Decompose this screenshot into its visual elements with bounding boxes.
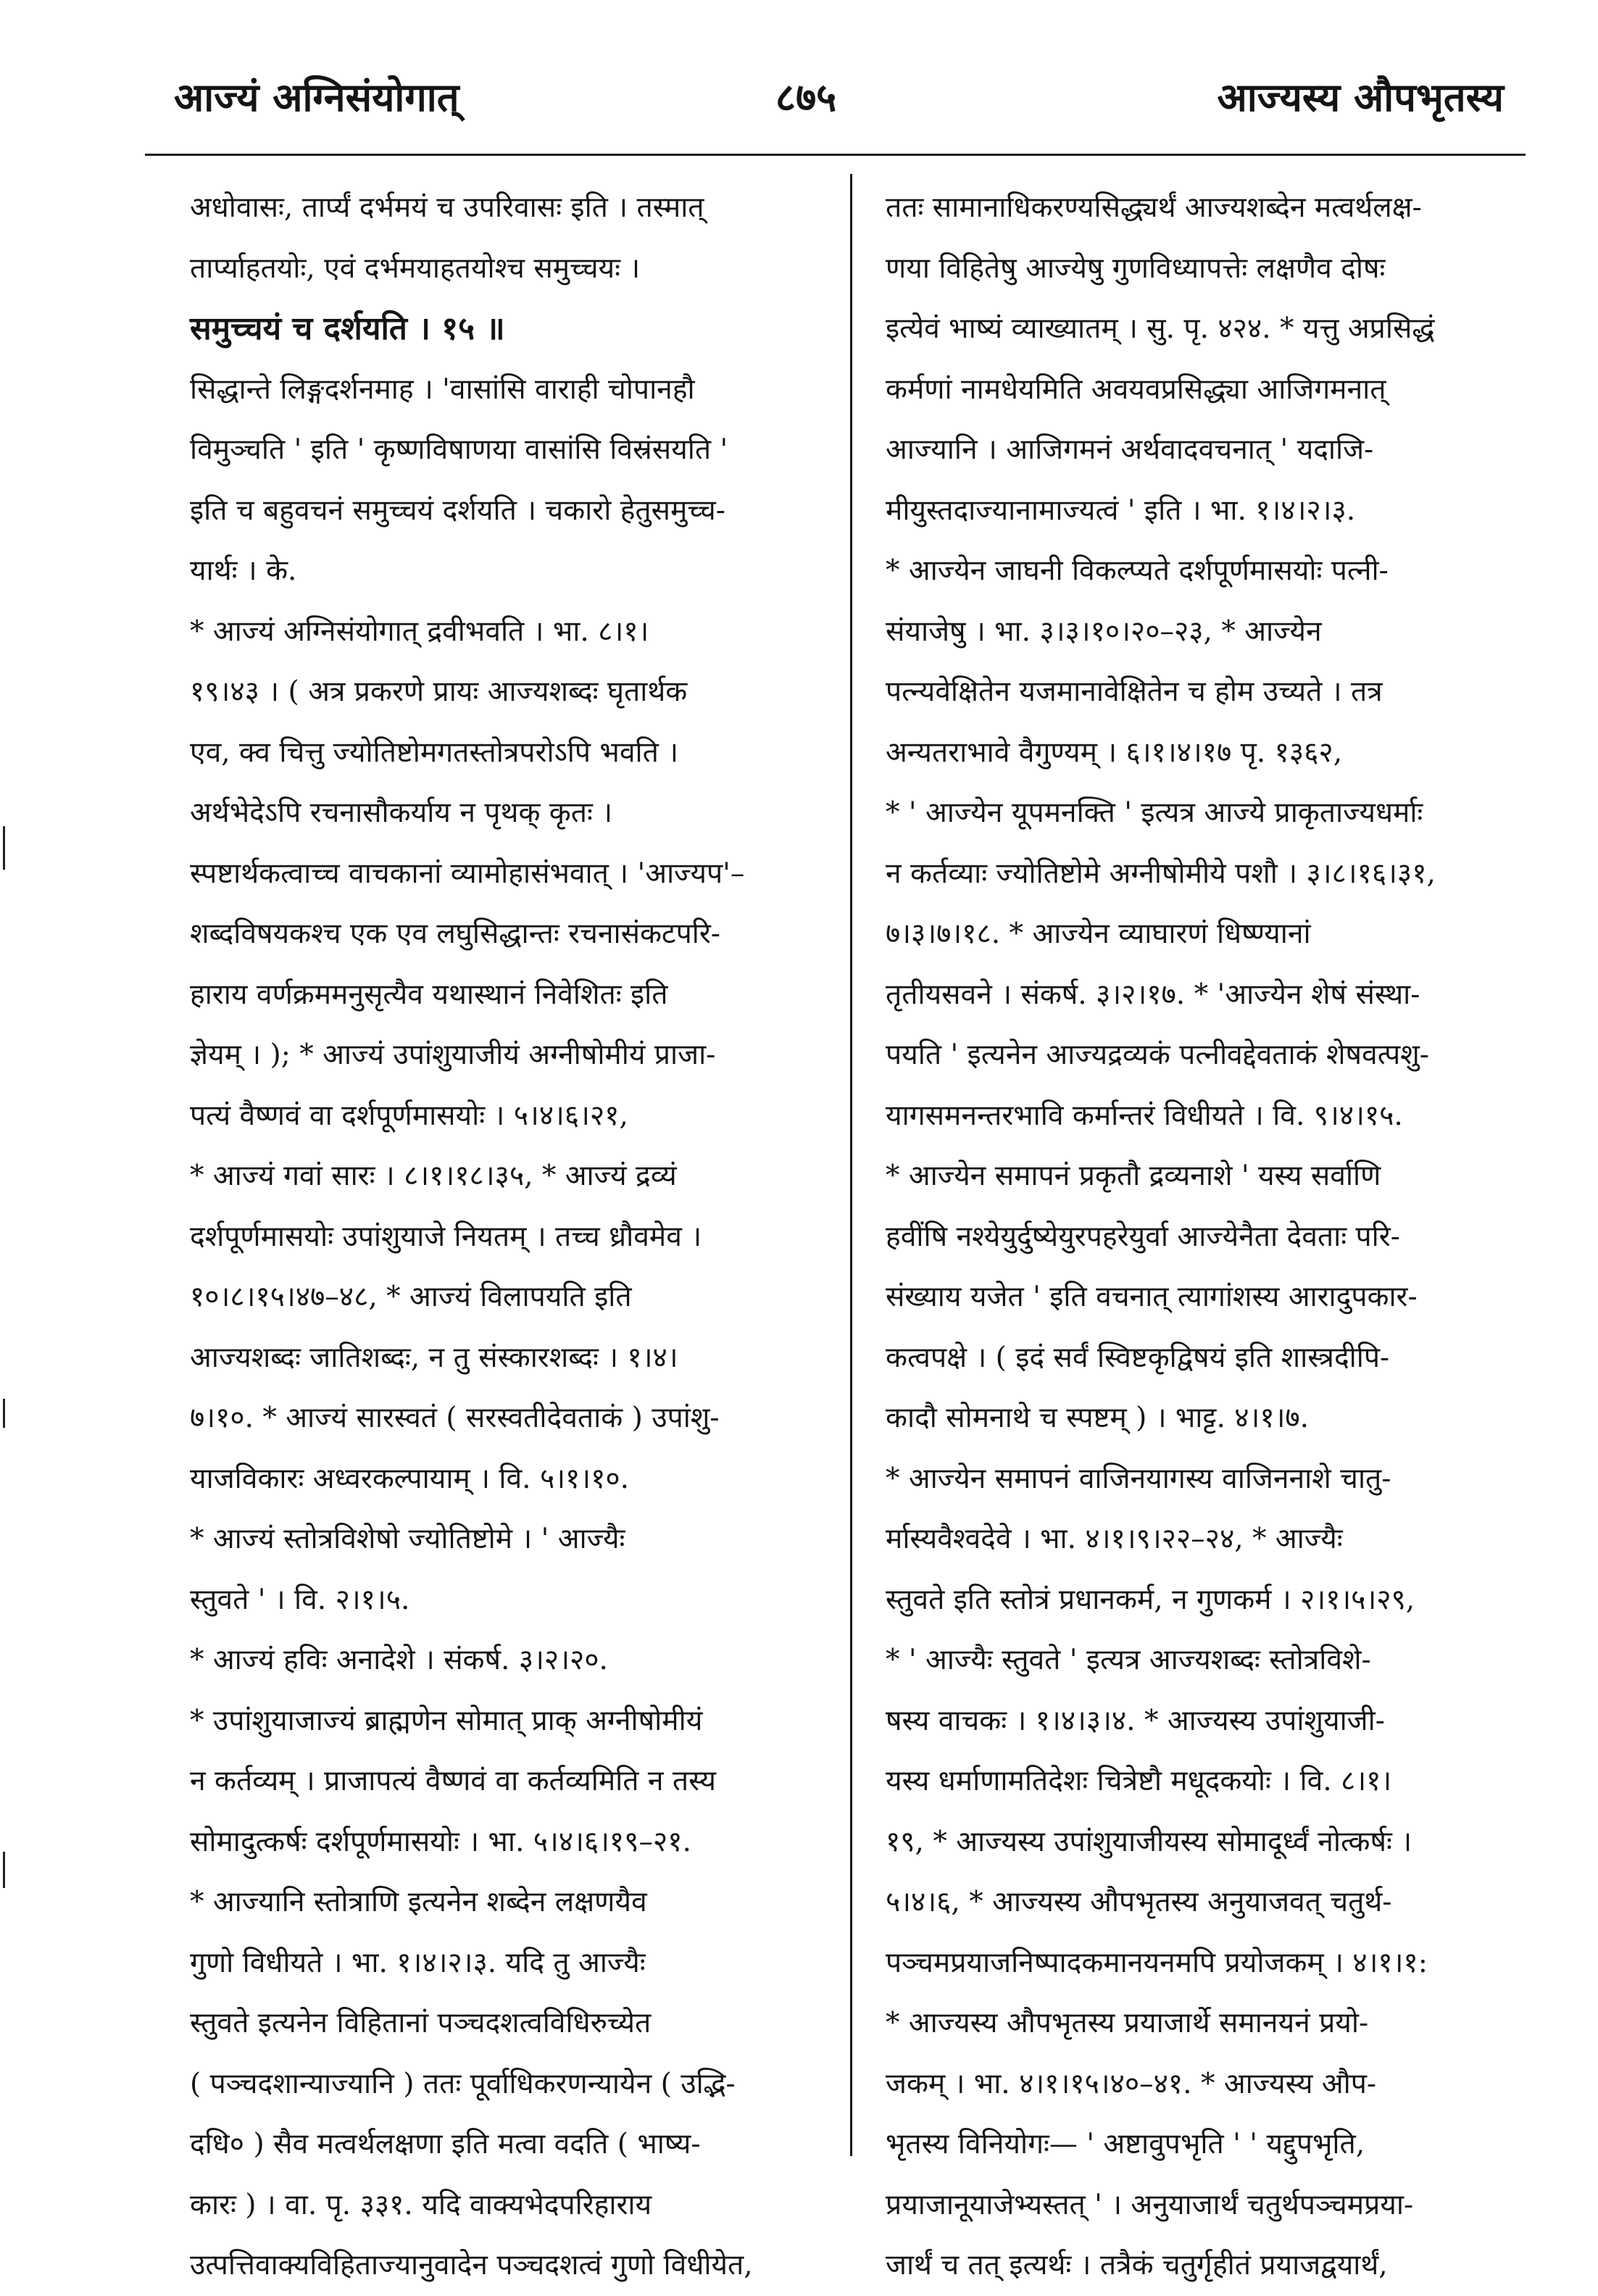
text-line: समुच्चयं च दर्शयति । १५ ॥ [190,310,505,347]
text-line: तार्प्याहतयोः, एवं दर्भमयाहतयोश्च समुच्चयः । [190,251,641,285]
text-line: पयति ' इत्यनेन आज्यद्रव्यकं पत्नीवद्देवताकं शेषवत्पशु- [886,1039,1429,1071]
text-line: स्तुवते ' । वि. २।१।५. [190,1583,410,1616]
text-line: सिद्धान्ते लिङ्गदर्शनमाह । 'वासांसि वाराही चोपानहौ [190,373,695,406]
text-line: * आज्यं अग्निसंयोगात् द्रवीभवति । भा. ८।१। [190,615,649,648]
text-line: * आज्यं गवां सारः । ८।१।१८।३५, * आज्यं द्रव्यं [190,1160,677,1192]
text-line: * आज्येन समापनं वाजिनयागस्य वाजिननाशे चातु- [886,1462,1391,1495]
text-line: णया विहितेषु आज्येषु गुणविध्यापत्तेः लक्षणैव दोषः [886,251,1386,285]
text-line: कादौ सोमनाथे च स्पष्टम् ) । भाट्ट. ४।१।७. [886,1402,1310,1434]
column-divider [850,174,852,2156]
text-line: कारः ) । वा. पृ. ३३१. यदि वाक्यभेदपरिहाराय [190,2188,652,2221]
text-line: इत्येवं भाष्यं व्याख्यातम् । सु. पृ. ४२४. * यत्तु अप्रसिद्धं [886,312,1435,345]
text-line: षस्य वाचकः । १।४।३।४. * आज्यस्य उपांशुयाजी- [886,1704,1385,1737]
text-line: इति च बहुवचनं समुच्चयं दर्शयति । चकारो हेतुसमुच्च- [190,494,725,527]
text-line: १९, * आज्यस्य उपांशुयाजीयस्य सोमादूर्ध्वं नोत्कर्षः । [886,1825,1412,1858]
text-line: विमुञ्चति ' इति ' कृष्णविषाणया वासांसि विस्रंसयति ' [190,433,728,466]
text-line: स्पष्टार्थकत्वाच्च वाचकानां व्यामोहासंभवात् । 'आज्यप'– [190,857,745,890]
text-line: स्तुवते इति स्तोत्रं प्रधानकर्म, न गुणकर्म । २।१।५।२९, [886,1583,1415,1616]
text-line: ७।३।७।१८. * आज्येन व्याघारणं धिष्ण्यानां [886,918,1311,950]
text-line: * आज्येन समापनं प्रकृतौ द्रव्यनाशे ' यस्य सर्वाणि [886,1160,1381,1192]
text-line: न कर्तव्याः ज्योतिष्टोमे अग्नीषोमीये पशौ । ३।८।१६।३१, [886,857,1436,890]
text-line: * आज्यस्य औपभृतस्य प्रयाजार्थे समानयनं प्रयो- [886,2007,1369,2039]
text-line: जार्थं च तत् इत्यर्थः । तत्रैकं चतुर्गृहीतं प्रयाजद्वयार्थं, [886,2249,1388,2282]
text-line: १९।४३ । ( अत्र प्रकरणे प्रायः आज्यशब्दः घृतार्थक [190,675,688,708]
text-line: दधि० ) सैव मत्वर्थलक्षणा इति मत्वा वदति ( भाष्य- [190,2128,701,2160]
text-line: अधोवासः, तार्प्यं दर्भमयं च उपरिवासः इति । तस्मात् [190,191,704,224]
text-line: पञ्चमप्रयाजनिष्पादकमानयनमपि प्रयोजकम् । ४।१।१: [886,1946,1428,1979]
text-line: * आज्येन जाघनी विकल्प्यते दर्शपूर्णमासयोः पत्नी- [886,554,1389,587]
text-line: ततः सामानाधिकरण्यसिद्ध्यर्थं आज्यशब्देन मत्वर्थलक्ष- [886,191,1422,224]
text-line: आज्यशब्दः जातिशब्दः, न तु संस्कारशब्दः । १।४। [190,1341,678,1374]
text-line: हवींषि नश्येयुर्दुष्येयुरपहरेयुर्वा आज्येनैता देवताः परि- [886,1220,1400,1253]
text-line: गुणो विधीयते । भा. १।४।२।३. यदि तु आज्यैः [190,1946,646,1979]
text-line: कर्मणां नामधेयमिति अवयवप्रसिद्ध्या आजिगमनात् [886,373,1386,406]
running-head-right: आज्यस्य औपभृतस्य [1217,74,1504,120]
scan-edge-mark [3,1852,5,1888]
text-line: ज्ञेयम् । ); * आज्यं उपांशुयाजीयं अग्नीषोमीयं प्राजा- [190,1039,716,1071]
text-line: जकम् । भा. ४।१।१५।४०–४१. * आज्यस्य औप- [886,2067,1377,2100]
text-line: पत्यं वैष्णवं वा दर्शपूर्णमासयोः । ५।४।६।२१, [190,1099,628,1132]
text-line: ५।४।६, * आज्यस्य औपभृतस्य अनुयाजवत् चतुर्थ- [886,1886,1392,1918]
right-column [886,178,1509,2282]
running-head-left: आज्यं अग्निसंयोगात् [174,74,459,120]
text-line: प्रयाजानूयाजेभ्यस्तत् ' । अनुयाजार्थं चतुर्थपञ्चमप्रया- [886,2188,1414,2221]
text-line: * उपांशुयाजाज्यं ब्राह्मणेन सोमात् प्राक् अग्नीषोमीयं [190,1704,703,1737]
text-line: स्तुवते इत्यनेन विहितानां पञ्चदशत्वविधिरुच्येत [190,2007,652,2039]
text-line: उत्पत्तिवाक्यविहिताज्यानुवादेन पञ्चदशत्वं गुणो विधीयेत, [190,2249,753,2282]
text-line: कत्वपक्षे । ( इदं सर्वं स्विष्टकृद्विषयं इति शास्त्रदीपि- [886,1341,1390,1374]
text-line: सोमादुत्कर्षः दर्शपूर्णमासयोः । भा. ५।४।६।१९–२१. [190,1825,691,1858]
text-line: १०।८।१५।४७–४८, * आज्यं विलापयति इति [190,1281,632,1313]
page-header [0,69,1598,134]
text-line: यागसमनन्तरभावि कर्मान्तरं विधीयते । वि. ९।४।१५. [886,1099,1403,1132]
text-line: * ' आज्येन यूपमनक्ति ' इत्यत्र आज्ये प्राकृताज्यधर्माः [886,796,1423,829]
text-line: याजविकारः अध्वरकल्पायाम् । वि. ५।१।१०. [190,1462,630,1495]
left-column [190,178,813,2282]
scan-edge-mark [3,1399,5,1428]
text-line: दर्शपूर्णमासयोः उपांशुयाजे नियतम् । तच्च ध्रौवमेव । [190,1220,702,1253]
page-number: ८७५ [775,74,837,120]
text-line: यार्थः । के. [190,554,297,587]
text-line: * आज्यं हविः अनादेशे । संकर्ष. ३।२।२०. [190,1644,608,1676]
text-line: शब्दविषयकश्च एक एव लघुसिद्धान्तः रचनासंकटपरि- [190,918,720,950]
text-line: अन्यतराभावे वैगुण्यम् । ६।१।४।१७ पृ. १३६२, [886,736,1343,769]
text-line: आज्यानि । आजिगमनं अर्थवादवचनात् ' यदाजि- [886,433,1374,466]
text-line: तृतीयसवने । संकर्ष. ३।२।१७. * 'आज्येन शेषं संस्था- [886,978,1420,1011]
text-line: * ' आज्यैः स्तुवते ' इत्यत्र आज्यशब्दः स्तोत्रविशे- [886,1644,1371,1676]
text-line: मीयुस्तदाज्यानामाज्यत्वं ' इति । भा. १।४।२।३. [886,494,1356,527]
text-line: एव, क्व चित्तु ज्योतिष्टोमगतस्तोत्रपरोऽपि भवति । [190,736,679,769]
scan-edge-mark [3,826,5,870]
text-line: ( पञ्चदशान्याज्यानि ) ततः पूर्वाधिकरणन्यायेन ( उद्भि- [190,2067,736,2100]
text-line: र्मास्यवैश्वदेवे । भा. ४।१।९।२२–२४, * आज्यैः [886,1523,1343,1555]
text-line: भृतस्य विनियोगः— ' अष्टावुपभृति ' ' यद्दुपभृति, [886,2128,1365,2160]
text-line: * आज्यानि स्तोत्राणि इत्यनेन शब्देन लक्षणयैव [190,1886,647,1918]
text-line: यस्य धर्माणामतिदेशः चित्रेष्टौ मधूदकयोः । वि. ८।१। [886,1765,1392,1797]
text-line: पत्न्यवेक्षितेन यजमानावेक्षितेन च होम उच्यते । तत्र [886,675,1383,708]
header-rule [145,154,1526,156]
text-line: संयाजेषु । भा. ३।३।१०।२०–२३, * आज्येन [886,615,1322,648]
text-line: हाराय वर्णक्रममनुसृत्यैव यथास्थानं निवेशितः इति [190,978,668,1011]
text-line: अर्थभेदेऽपि रचनासौकर्याय न पृथक् कृतः । [190,796,613,829]
text-line: संख्याय यजेत ' इति वचनात् त्यागांशस्य आरादुपकार- [886,1281,1418,1313]
text-line: * आज्यं स्तोत्रविशेषो ज्योतिष्टोमे । ' आज्यैः [190,1523,625,1555]
text-line: न कर्तव्यम् । प्राजापत्यं वैष्णवं वा कर्तव्यमिति न तस्य [190,1765,716,1797]
text-line: ७।१०. * आज्यं सारस्वतं ( सरस्वतीदेवताकं ) उपांशु- [190,1402,720,1434]
